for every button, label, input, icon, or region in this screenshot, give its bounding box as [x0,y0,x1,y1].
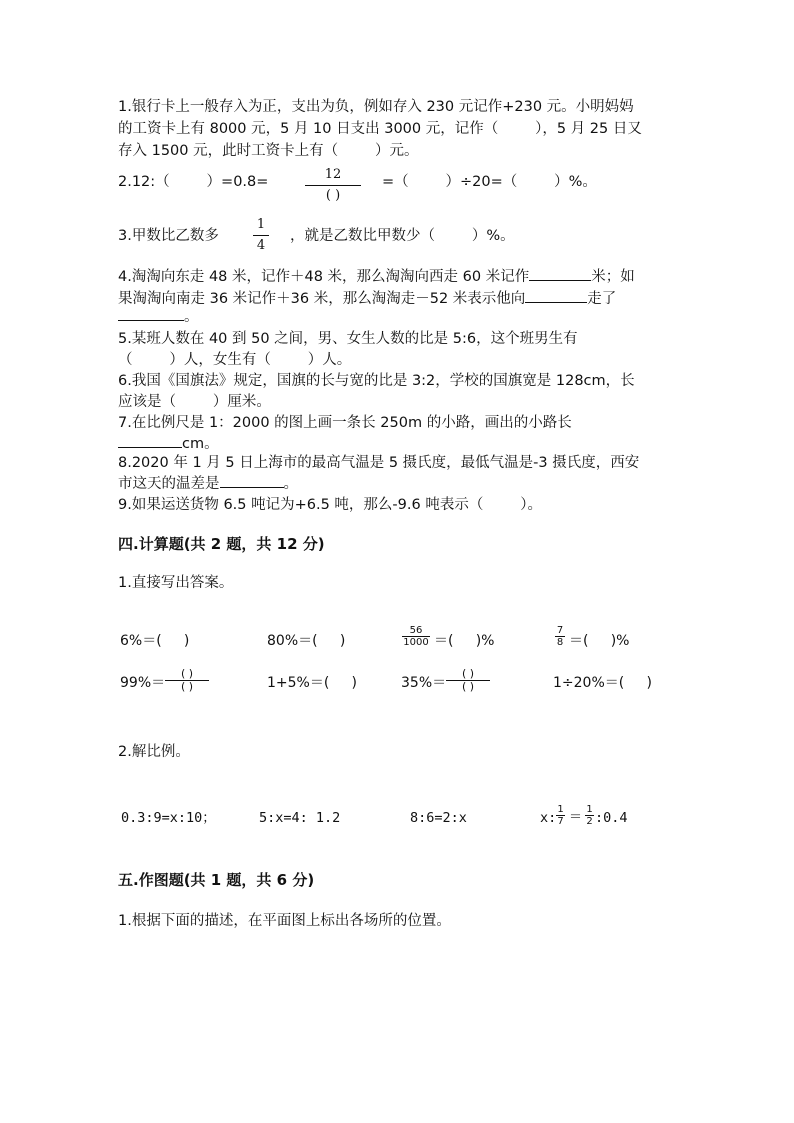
fraction-numerator: ( ) [180,667,194,680]
q4-line1-tail: 米；如 [591,269,635,285]
answer-blank [118,433,182,448]
q2-fraction [305,166,361,205]
answer-blank [529,266,591,281]
fraction-denominator: ( ) [461,680,475,693]
proportion-eq-4-fraction-2 [585,804,594,827]
calc-56-over-1000-fraction [402,625,430,648]
q8-line2-text: 市这天的温差是 [118,476,220,492]
proportion-eq-4-equals: ＝ [569,810,583,825]
q9-line1: 9.如果运送货物 6.5 吨记为+6.5 吨，那么-9.6 吨表示（ ）。 [118,497,542,513]
section-4-title: 四.计算题(共 2 题，共 12 分) [118,535,325,553]
q6-line1: 6.我国《国旗法》规定，国旗的长与宽的比是 3:2，学校的国旗宽是 128cm，长 [118,373,635,389]
section-4-q2-prompt: 2.解比例。 [118,744,190,760]
calc-99-percent-fraction [165,668,209,693]
q4-line1-text: 4.淘淘向东走 48 米，记作＋48 米，那么淘淘向西走 60 米记作 [118,269,530,285]
fraction-bar [253,235,269,236]
q2-part-a: 2.12:（ ）=0.8= [118,174,269,190]
answer-blank [118,306,184,321]
q5-line2: （ ）人，女生有（ ）人。 [118,352,352,368]
proportion-eq-3: 8:6=2:x [410,810,467,826]
q6-line2: 应该是（ ）厘米。 [118,394,271,410]
fraction-numerator: 1 [586,804,593,815]
calc-80-percent: 80%＝( ) [267,633,346,649]
proportion-eq-1: 0.3:9=x:10； [121,810,216,826]
q5-line1: 5.某班人数在 40 到 50 之间，男、女生人数的比是 5:6，这个班男生有 [118,331,578,347]
calc-1-div-20-percent: 1÷20%＝( ) [553,675,652,691]
section-5-title: 五.作图题(共 1 题，共 6 分) [118,871,315,889]
q3-part-a: 3.甲数比乙数多 [118,228,219,244]
q3-fraction [253,216,269,255]
q4-line3 [118,306,199,328]
proportion-eq-2: 5:x=4: 1.2 [259,810,341,826]
answer-blank [525,288,587,303]
q8-line2 [118,473,298,495]
q3-fraction-denominator: 4 [256,238,266,253]
q1-line3: 存入 1500 元，此时工资卡上有（ ）元。 [118,143,419,159]
fraction-denominator: 7 [557,816,564,827]
q1-line1: 1.银行卡上一般存入为正，支出为负，例如存入 230 元记作+230 元。小明妈妈 [118,99,634,115]
proportion-eq-4-tail: :0.4 [595,810,628,826]
calc-6-percent: 6%＝( ) [120,633,190,649]
fraction-numerator: 1 [557,804,564,815]
fraction-denominator: 1000 [403,637,429,648]
q1-line2: 的工资卡上有 8000 元，5 月 10 日支出 3000 元，记作（ ），5 月 25 日又 [118,121,642,137]
fraction-bar [305,185,361,186]
calc-35-percent-fraction [446,668,490,693]
q3-fraction-numerator: 1 [256,217,266,232]
fraction-denominator: 2 [586,816,593,827]
section-4-q1-prompt: 1.直接写出答案。 [118,575,234,591]
q4-line3-tail: 。 [184,309,199,325]
q3-part-b: ，就是乙数比甲数少（ ）%。 [290,228,515,244]
q4-line1 [118,266,635,288]
q4-line2-tail: 走了 [587,291,617,307]
calc-35-percent-lead: 35%＝ [401,675,447,691]
q2-fraction-numerator: 12 [324,167,342,182]
fraction-numerator: ( ) [461,667,475,680]
q2-part-b: =（ ）÷20=（ ）%。 [382,174,597,190]
calc-1-plus-5-percent: 1+5%＝( ) [267,675,358,691]
calc-7-over-8-tail: ＝( )% [569,633,630,649]
calc-56-over-1000-tail: ＝( )% [434,633,495,649]
calc-99-percent-lead: 99%＝ [120,675,166,691]
calc-7-over-8-fraction [555,625,565,648]
q8-line2-tail: 。 [283,476,298,492]
section-5-q1-prompt: 1.根据下面的描述，在平面图上标出各场所的位置。 [118,913,451,929]
fraction-numerator: 7 [556,625,564,636]
fraction-denominator: ( ) [180,680,194,693]
answer-blank [220,473,284,488]
fraction-numerator: 56 [409,625,423,636]
q2-fraction-denominator: ( ) [325,188,341,203]
q7-unit: cm。 [182,436,219,452]
fraction-denominator: 8 [556,637,564,648]
q4-line2-text: 果淘淘向南走 36 米记作＋36 米，那么淘淘走－52 米表示他向 [118,291,526,307]
proportion-eq-4-lead: x: [540,810,557,826]
proportion-eq-4-fraction-1 [556,804,565,827]
q7-line1: 7.在比例尺是 1：2000 的图上画一条长 250m 的小路，画出的小路长 [118,415,572,431]
q8-line1: 8.2020 年 1 月 5 日上海市的最高气温是 5 摄氏度，最低气温是-3 摄氏度，西安 [118,455,640,471]
